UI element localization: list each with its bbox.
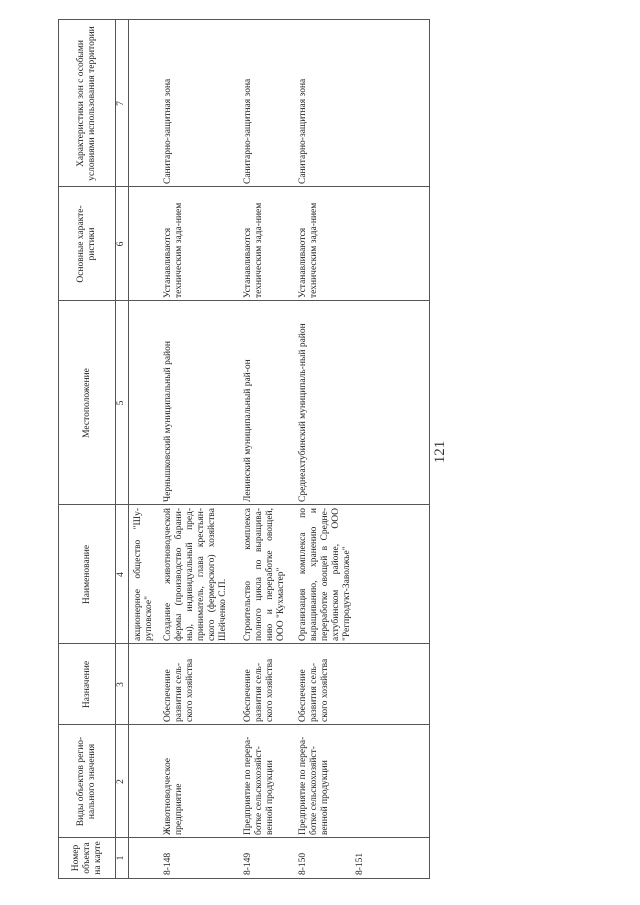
- row-characteristics: Устанавливаются техническим зада-нием: [298, 202, 319, 298]
- row-number: 8-148: [163, 852, 173, 875]
- row-number: 8-149: [243, 852, 253, 875]
- column-number: 5: [116, 400, 126, 406]
- row-characteristics: Устанавливаются техническим зада-нием: [243, 202, 264, 298]
- column-number: 1: [116, 855, 126, 861]
- continuation-text: акционерное общество "Шу-руповское": [133, 508, 154, 641]
- row-object-type: Предприятие по перера-ботке сельскохозяйст-венной продукции: [298, 736, 330, 835]
- header-number: Номер объекта на карте: [70, 841, 103, 875]
- header-purpose: Назначение: [81, 660, 92, 709]
- row-zone: Санитарно-защитная зона: [163, 78, 173, 184]
- header-zone: Характеристики зон с особыми условиями использования территории: [76, 26, 97, 181]
- column-number: 7: [116, 101, 126, 106]
- header-characteristics: Основные характе-ристики: [76, 205, 97, 283]
- objects-table-rows: [58, 21, 428, 879]
- column-number: 2: [116, 779, 126, 784]
- column-number: 3: [116, 682, 126, 687]
- row-name: Строительство комплекса полного цикла по выращива-нию и переработке овощей, ООО "Кухмастер": [243, 508, 286, 641]
- header-location: Местоположение: [81, 368, 92, 438]
- row-location: Среднеахтубинский муниципаль-ный район: [298, 323, 308, 502]
- row-zone: Санитарно-защитная зона: [298, 78, 308, 184]
- row-name: Создание животноводческой фермы (производство барани-ны), индивидуальный пред-приниматель, глава крестьян-ского (фермерского) хозяйства Шейченко С.П.: [163, 508, 228, 641]
- row-object-type: Предприятие по перера-ботке сельскохозяйст-венной продукции: [243, 736, 275, 835]
- row-location: Чернышковский муниципальный район: [163, 341, 173, 502]
- row-characteristics: Устанавливаются техническим зада-нием: [163, 202, 184, 298]
- page-number: 121: [432, 440, 448, 464]
- row-purpose: Обеспечение развития сель-ского хозяйства: [243, 658, 275, 722]
- row-zone: Санитарно-защитная зона: [243, 78, 253, 184]
- row-purpose: Обеспечение развития сель-ского хозяйства: [163, 658, 195, 722]
- row-object-type: Животноводческое предприятие: [163, 757, 184, 835]
- row-number: 8-151: [355, 852, 365, 875]
- column-number: 4: [116, 572, 126, 577]
- row-number: 8-150: [298, 852, 308, 875]
- row-location: Ленинский муниципальный рай-он: [243, 359, 253, 502]
- row-name: Организация комплекса по выращиванию, хранению и переработке овощей в Средне-ахтубинском районе, ООО "Регпродукт-Заволжье": [298, 508, 352, 641]
- column-number: 6: [116, 241, 126, 247]
- row-purpose: Обеспечение развития сель-ского хозяйства: [298, 658, 330, 722]
- header-name: Наименование: [81, 544, 92, 605]
- header-object-type: Виды объектов регио-нального значения: [76, 736, 97, 827]
